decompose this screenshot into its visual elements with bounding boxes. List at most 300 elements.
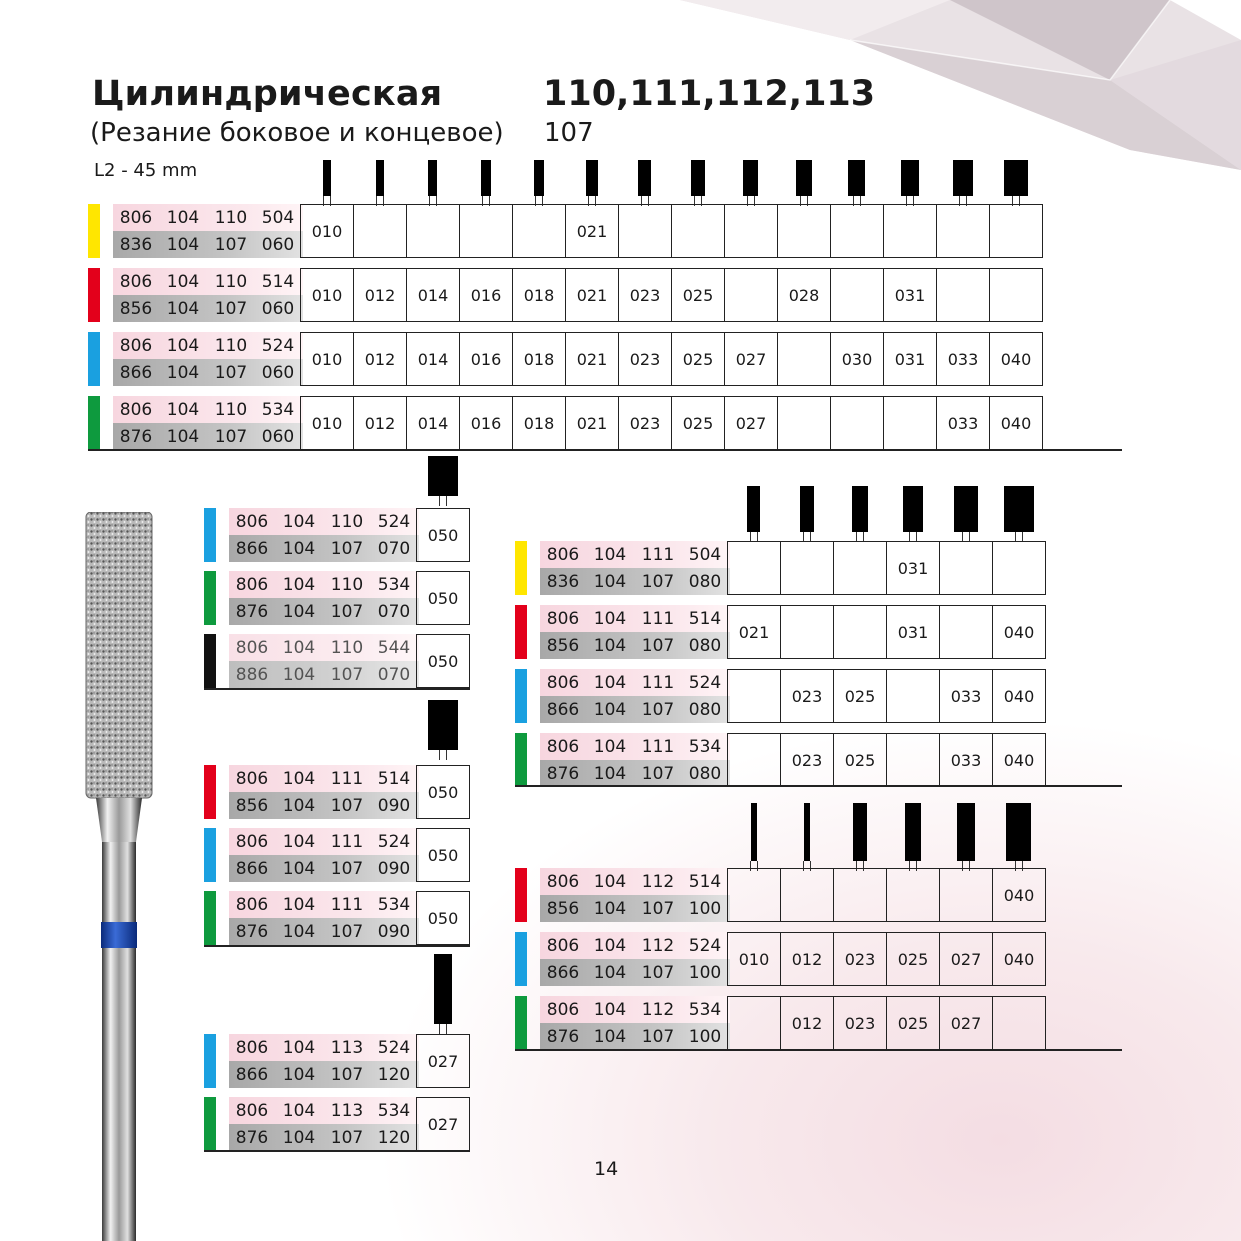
code-part: 104 <box>166 399 200 420</box>
code-part: 070 <box>377 664 411 685</box>
size-cell: 050 <box>417 892 470 944</box>
size-cells <box>416 508 470 562</box>
code-part: 112 <box>641 871 675 892</box>
code-part: 806 <box>235 768 269 789</box>
code-part: 806 <box>546 608 580 629</box>
size-cell: 018 <box>513 269 566 321</box>
size-cell <box>513 205 566 257</box>
order-code-line-1 <box>229 765 419 792</box>
size-cell: 012 <box>781 933 834 985</box>
page-subtitle: (Резание боковое и концевое) <box>90 118 504 148</box>
code-part: 104 <box>593 736 627 757</box>
size-cell: 025 <box>672 397 725 449</box>
color-marker <box>88 268 100 322</box>
code-part: 090 <box>377 858 411 879</box>
code-part: 110 <box>330 574 364 595</box>
size-cells <box>416 828 470 882</box>
code-part: 534 <box>377 894 411 915</box>
size-cell: 023 <box>619 333 672 385</box>
table-underline <box>204 945 470 947</box>
bur-head <box>1004 486 1034 532</box>
code-part: 107 <box>641 763 675 784</box>
code-part: 104 <box>166 426 200 447</box>
size-cell: 012 <box>354 397 407 449</box>
color-marker <box>204 571 216 625</box>
size-cell: 018 <box>513 397 566 449</box>
size-cell <box>937 205 990 257</box>
size-cell: 050 <box>417 509 470 561</box>
order-code-line-1 <box>229 508 419 535</box>
code-part: 107 <box>330 601 364 622</box>
code-part: 534 <box>377 1100 411 1121</box>
bur-head <box>428 160 437 196</box>
code-part: 080 <box>688 571 722 592</box>
code-part: 100 <box>688 898 722 919</box>
bur-neck <box>439 1024 447 1034</box>
code-part: 104 <box>282 921 316 942</box>
bur-head <box>954 486 978 532</box>
order-code-line-2 <box>540 696 730 723</box>
size-cell: 031 <box>884 269 937 321</box>
code-part: 107 <box>641 571 675 592</box>
code-part: 876 <box>119 426 153 447</box>
code-part: 104 <box>593 935 627 956</box>
code-part: 111 <box>641 736 675 757</box>
size-cell <box>940 542 993 594</box>
size-cells <box>416 571 470 625</box>
code-part: 876 <box>235 921 269 942</box>
code-part: 060 <box>261 362 295 383</box>
bur-head <box>428 456 458 496</box>
code-part: 876 <box>235 1127 269 1148</box>
size-cells <box>727 541 1046 595</box>
code-part: 104 <box>593 962 627 983</box>
order-code-line-2 <box>229 792 419 819</box>
code-part: 104 <box>593 635 627 656</box>
size-cells <box>300 396 1043 450</box>
code-part: 060 <box>261 234 295 255</box>
code-part: 104 <box>593 999 627 1020</box>
bur-head <box>1004 160 1028 196</box>
size-cell: 021 <box>566 269 619 321</box>
code-part: 104 <box>282 858 316 879</box>
size-cell <box>778 397 831 449</box>
size-cell: 033 <box>940 734 993 786</box>
size-cell <box>778 205 831 257</box>
size-cell <box>940 869 993 921</box>
color-marker <box>88 396 100 450</box>
size-cell: 012 <box>781 997 834 1049</box>
bur-head <box>853 803 867 861</box>
size-cell: 025 <box>834 670 887 722</box>
code-part: 104 <box>282 601 316 622</box>
page-number: 14 <box>594 1158 619 1180</box>
size-cell <box>728 734 781 786</box>
order-code-line-2 <box>113 423 303 450</box>
code-part: 107 <box>330 664 364 685</box>
code-part: 806 <box>235 511 269 532</box>
order-code-line-2 <box>229 661 419 688</box>
code-part: 104 <box>282 511 316 532</box>
code-part: 866 <box>546 962 580 983</box>
color-marker <box>515 733 527 787</box>
code-part: 104 <box>282 1127 316 1148</box>
size-cell <box>834 542 887 594</box>
order-code-line-1 <box>229 1097 419 1124</box>
size-cell <box>990 205 1043 257</box>
size-cell <box>993 542 1046 594</box>
order-code-line-2 <box>113 295 303 322</box>
code-part: 104 <box>282 574 316 595</box>
code-part: 534 <box>261 399 295 420</box>
order-code-line-2 <box>229 598 419 625</box>
code-part: 534 <box>688 999 722 1020</box>
table-underline <box>88 449 1122 451</box>
order-code-line-1 <box>540 669 730 696</box>
size-cell <box>728 670 781 722</box>
size-cells <box>727 733 1046 787</box>
code-part: 876 <box>546 1026 580 1047</box>
code-part: 806 <box>546 935 580 956</box>
order-code-line-1 <box>540 996 730 1023</box>
code-part: 111 <box>641 544 675 565</box>
code-part: 113 <box>330 1037 364 1058</box>
code-part: 107 <box>330 921 364 942</box>
code-part: 514 <box>688 871 722 892</box>
size-cell <box>672 205 725 257</box>
order-code-line-1 <box>113 268 303 295</box>
size-cell <box>993 997 1046 1049</box>
size-cell <box>887 869 940 921</box>
code-part: 110 <box>214 335 248 356</box>
code-part: 806 <box>235 894 269 915</box>
code-part: 112 <box>641 935 675 956</box>
size-cell <box>887 734 940 786</box>
code-part: 070 <box>377 601 411 622</box>
size-cell: 040 <box>993 670 1046 722</box>
series-codes: 110,111,112,113 <box>543 74 876 114</box>
bur-neck <box>439 750 447 760</box>
color-marker <box>515 996 527 1050</box>
order-code-line-2 <box>113 231 303 258</box>
code-part: 060 <box>261 298 295 319</box>
code-part: 524 <box>688 935 722 956</box>
size-cell: 010 <box>301 205 354 257</box>
table-underline <box>204 688 470 690</box>
size-cell: 021 <box>566 397 619 449</box>
size-cell: 023 <box>781 734 834 786</box>
size-cell <box>990 269 1043 321</box>
bur-head <box>747 486 760 532</box>
color-marker <box>204 891 216 945</box>
color-marker <box>204 828 216 882</box>
bur-head <box>804 803 810 861</box>
code-part: 836 <box>119 234 153 255</box>
code-part: 806 <box>546 999 580 1020</box>
size-cell: 018 <box>513 333 566 385</box>
code-part: 110 <box>214 207 248 228</box>
code-part: 107 <box>214 234 248 255</box>
size-cell <box>831 397 884 449</box>
color-marker <box>204 634 216 688</box>
size-cell: 012 <box>354 333 407 385</box>
code-part: 111 <box>330 831 364 852</box>
size-cell: 027 <box>940 933 993 985</box>
code-part: 806 <box>546 736 580 757</box>
size-cell: 040 <box>990 397 1043 449</box>
code-part: 806 <box>119 399 153 420</box>
order-code-line-1 <box>540 605 730 632</box>
bur-head <box>323 160 331 196</box>
code-part: 104 <box>593 763 627 784</box>
code-part: 120 <box>377 1127 411 1148</box>
size-cell <box>728 997 781 1049</box>
size-cell: 012 <box>354 269 407 321</box>
size-cells <box>416 634 470 688</box>
code-part: 080 <box>688 635 722 656</box>
code-part: 856 <box>119 298 153 319</box>
order-code-line-2 <box>229 918 419 945</box>
code-part: 060 <box>261 426 295 447</box>
size-cells <box>727 605 1046 659</box>
bur-head <box>1006 803 1031 861</box>
code-part: 524 <box>377 511 411 532</box>
size-cell: 040 <box>990 333 1043 385</box>
code-part: 104 <box>593 571 627 592</box>
order-code-line-2 <box>540 632 730 659</box>
size-cells <box>416 765 470 819</box>
size-cell: 023 <box>781 670 834 722</box>
size-cell: 050 <box>417 766 470 818</box>
size-cells <box>300 332 1043 386</box>
size-cells <box>416 891 470 945</box>
color-marker <box>515 868 527 922</box>
code-part: 514 <box>261 271 295 292</box>
code-part: 104 <box>282 894 316 915</box>
size-cell: 016 <box>460 397 513 449</box>
table-underline <box>515 785 1122 787</box>
code-part: 104 <box>166 271 200 292</box>
code-part: 856 <box>546 898 580 919</box>
code-part: 104 <box>593 1026 627 1047</box>
bur-illustration <box>84 512 154 1241</box>
code-part: 544 <box>377 637 411 658</box>
order-code-line-2 <box>113 359 303 386</box>
bur-head <box>957 803 975 861</box>
order-code-line-1 <box>540 868 730 895</box>
code-part: 107 <box>641 962 675 983</box>
code-part: 806 <box>235 831 269 852</box>
size-cells <box>416 1097 470 1151</box>
size-cell: 010 <box>301 269 354 321</box>
bur-head <box>428 700 458 750</box>
size-cell <box>887 670 940 722</box>
code-part: 070 <box>377 538 411 559</box>
bur-head <box>848 160 865 196</box>
code-part: 104 <box>282 768 316 789</box>
size-cells <box>727 932 1046 986</box>
bur-head <box>953 160 973 196</box>
code-part: 104 <box>282 538 316 559</box>
bur-head <box>852 486 868 532</box>
code-part: 110 <box>214 399 248 420</box>
order-code-line-1 <box>540 932 730 959</box>
code-part: 104 <box>166 335 200 356</box>
code-part: 104 <box>166 362 200 383</box>
code-part: 876 <box>235 601 269 622</box>
code-part: 107 <box>330 858 364 879</box>
code-part: 104 <box>166 298 200 319</box>
code-part: 104 <box>282 664 316 685</box>
code-part: 107 <box>641 1026 675 1047</box>
size-cell <box>937 269 990 321</box>
size-cell: 023 <box>619 269 672 321</box>
size-cell: 050 <box>417 635 470 687</box>
code-part: 111 <box>641 608 675 629</box>
code-part: 110 <box>330 511 364 532</box>
size-cell <box>728 869 781 921</box>
order-code-line-2 <box>540 959 730 986</box>
code-part: 524 <box>688 672 722 693</box>
size-cell <box>781 869 834 921</box>
size-cell: 010 <box>301 333 354 385</box>
size-cell: 010 <box>301 397 354 449</box>
size-cell <box>831 205 884 257</box>
size-cell <box>831 269 884 321</box>
size-cell <box>834 606 887 658</box>
table-underline <box>204 1150 470 1152</box>
code-part: 524 <box>377 1037 411 1058</box>
code-part: 534 <box>688 736 722 757</box>
code-part: 104 <box>166 234 200 255</box>
code-part: 104 <box>282 637 316 658</box>
order-code-line-2 <box>229 1061 419 1088</box>
bur-neck <box>439 496 447 506</box>
size-cell: 031 <box>887 542 940 594</box>
size-cells <box>300 204 1043 258</box>
code-part: 104 <box>282 831 316 852</box>
size-cell <box>725 269 778 321</box>
order-code-line-1 <box>229 828 419 855</box>
code-part: 090 <box>377 795 411 816</box>
size-cell: 050 <box>417 572 470 624</box>
size-cell: 025 <box>672 269 725 321</box>
code-part: 100 <box>688 962 722 983</box>
code-part: 866 <box>119 362 153 383</box>
code-part: 104 <box>593 672 627 693</box>
code-part: 110 <box>330 637 364 658</box>
code-part: 100 <box>688 1026 722 1047</box>
order-code-line-1 <box>113 332 303 359</box>
code-part: 111 <box>330 768 364 789</box>
color-marker <box>515 541 527 595</box>
code-part: 534 <box>377 574 411 595</box>
code-part: 104 <box>593 871 627 892</box>
size-cell: 014 <box>407 397 460 449</box>
size-cell: 031 <box>887 606 940 658</box>
code-part: 524 <box>261 335 295 356</box>
order-code-line-2 <box>540 1023 730 1050</box>
order-code-line-1 <box>229 1034 419 1061</box>
code-part: 856 <box>546 635 580 656</box>
code-part: 104 <box>593 544 627 565</box>
order-code-line-1 <box>540 541 730 568</box>
code-part: 104 <box>282 1100 316 1121</box>
code-part: 111 <box>330 894 364 915</box>
size-cell: 040 <box>993 933 1046 985</box>
size-cell: 025 <box>887 933 940 985</box>
code-part: 107 <box>214 426 248 447</box>
code-part: 866 <box>546 699 580 720</box>
size-cell <box>725 205 778 257</box>
order-code-line-1 <box>113 204 303 231</box>
order-code-line-2 <box>540 895 730 922</box>
bur-head <box>638 160 651 196</box>
code-part: 104 <box>166 207 200 228</box>
bur-head <box>901 160 919 196</box>
code-part: 110 <box>214 271 248 292</box>
size-cell <box>778 333 831 385</box>
code-part: 504 <box>261 207 295 228</box>
size-cells <box>727 996 1046 1050</box>
size-cell: 016 <box>460 269 513 321</box>
order-code-line-2 <box>229 1124 419 1151</box>
code-part: 806 <box>235 1037 269 1058</box>
page-title: Цилиндрическая <box>92 74 443 114</box>
size-cell: 016 <box>460 333 513 385</box>
size-cell: 021 <box>566 205 619 257</box>
order-code-line-1 <box>229 571 419 598</box>
code-part: 104 <box>593 898 627 919</box>
code-part: 120 <box>377 1064 411 1085</box>
size-cell: 040 <box>993 734 1046 786</box>
color-marker <box>515 605 527 659</box>
color-marker <box>204 765 216 819</box>
size-cell: 050 <box>417 829 470 881</box>
size-cell: 027 <box>940 997 993 1049</box>
size-cell: 021 <box>728 606 781 658</box>
order-code-line-1 <box>113 396 303 423</box>
size-cell: 031 <box>884 333 937 385</box>
code-part: 866 <box>235 1064 269 1085</box>
code-part: 836 <box>546 571 580 592</box>
bur-head <box>586 160 598 196</box>
size-cell <box>781 542 834 594</box>
color-marker <box>88 332 100 386</box>
order-code-line-2 <box>540 760 730 787</box>
size-cell: 014 <box>407 333 460 385</box>
code-part: 080 <box>688 699 722 720</box>
bur-head <box>905 803 921 861</box>
code-part: 806 <box>546 672 580 693</box>
code-part: 104 <box>593 608 627 629</box>
size-cell <box>884 205 937 257</box>
code-part: 104 <box>593 699 627 720</box>
size-cell <box>834 869 887 921</box>
code-part: 107 <box>330 1064 364 1085</box>
size-cell: 027 <box>725 397 778 449</box>
code-part: 866 <box>235 858 269 879</box>
size-cell: 033 <box>940 670 993 722</box>
order-code-line-2 <box>540 568 730 595</box>
code-part: 112 <box>641 999 675 1020</box>
color-marker <box>204 1034 216 1088</box>
size-cell <box>884 397 937 449</box>
code-part: 104 <box>282 1064 316 1085</box>
code-part: 806 <box>546 871 580 892</box>
size-cell <box>460 205 513 257</box>
size-cell <box>407 205 460 257</box>
